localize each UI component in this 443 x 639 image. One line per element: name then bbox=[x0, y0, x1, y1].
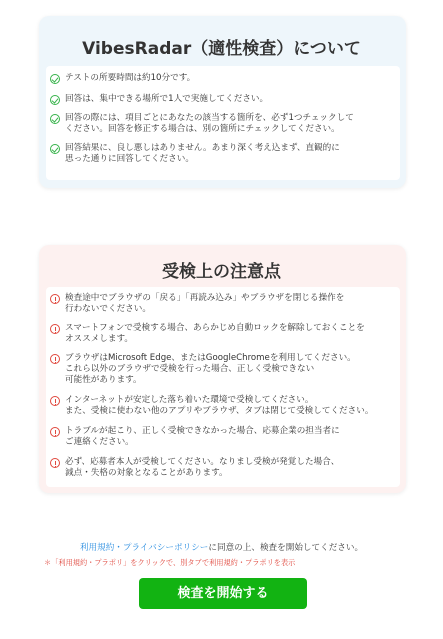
check-circle-icon bbox=[50, 144, 60, 154]
alert-circle-icon bbox=[50, 427, 60, 437]
list-item bbox=[50, 353, 398, 386]
about-list bbox=[46, 66, 400, 180]
terms-privacy-link[interactable]: 利用規約・プライバシーポリシー bbox=[79, 543, 209, 553]
alert-circle-icon bbox=[50, 324, 60, 334]
item-text: 回答は、集中できる場所で1人で実施してください。 bbox=[65, 94, 269, 104]
list-item bbox=[50, 426, 398, 448]
item-text: ブラウザはMicrosoft Edge、またはGoogleChromeを利用してください。 これら以外のブラウザで受検を行った場合、正しく受検できない 可能性があります。 bbox=[65, 353, 356, 385]
item-text: 検査途中でブラウザの「戻る」「再読み込み」やブラウザを閉じる操作を 行わないでください。 bbox=[65, 293, 345, 314]
alert-circle-icon bbox=[50, 294, 60, 304]
list-item bbox=[50, 457, 398, 479]
item-text: 回答の際には、項目ごとにあなたの該当する箇所を、必ず1つチェックして ください。回答を修正する場合は、別の箇所にチェックしてください。 bbox=[65, 113, 354, 134]
list-item bbox=[50, 293, 398, 315]
agreement-suffix: に同意の上、検査を開始してください。 bbox=[208, 543, 364, 553]
item-text: 回答結果に、良し悪しはありません。あまり深く考え込まず、直観的に 思った通りに回答してください。 bbox=[65, 143, 340, 164]
about-title: VibesRadar（適性検査）について bbox=[82, 39, 361, 59]
check-circle-icon bbox=[50, 114, 60, 124]
alert-circle-icon bbox=[50, 396, 60, 406]
list-item bbox=[50, 94, 398, 105]
item-text: インターネットが安定した落ち着いた環境で受検してください。 また、受検に使わない他のアプリやブラウザ、タブは閉じて受検してください。 bbox=[65, 395, 374, 416]
terms-note: ＊「利用規約・プラポリ」をクリックで、別タブで利用規約・プラポリを表示 bbox=[44, 558, 296, 567]
list-item bbox=[50, 323, 398, 345]
alert-circle-icon bbox=[50, 354, 60, 364]
check-circle-icon bbox=[50, 95, 60, 105]
agreement-text bbox=[0, 541, 443, 553]
item-text: トラブルが起こり、正しく受検できなかった場合、応募企業の担当者に ご連絡ください。 bbox=[65, 426, 340, 447]
list-item bbox=[50, 73, 398, 84]
list-item bbox=[50, 113, 398, 135]
list-item bbox=[50, 143, 398, 165]
item-text: 必ず、応募者本人が受検してください。なりまし受検が発覚した場合、 減点・失格の対象となることがあります。 bbox=[65, 457, 340, 478]
start-test-button[interactable]: 検査を開始する bbox=[139, 578, 307, 609]
item-text: スマートフォンで受検する場合、あらかじめ自動ロックを解除しておくことを オススメします。 bbox=[65, 323, 365, 344]
check-circle-icon bbox=[50, 74, 60, 84]
notes-list bbox=[46, 287, 400, 487]
notes-title: 受検上の注意点 bbox=[162, 262, 281, 282]
alert-circle-icon bbox=[50, 458, 60, 468]
list-item bbox=[50, 395, 398, 417]
item-text: テストの所要時間は約10分です。 bbox=[65, 73, 196, 83]
